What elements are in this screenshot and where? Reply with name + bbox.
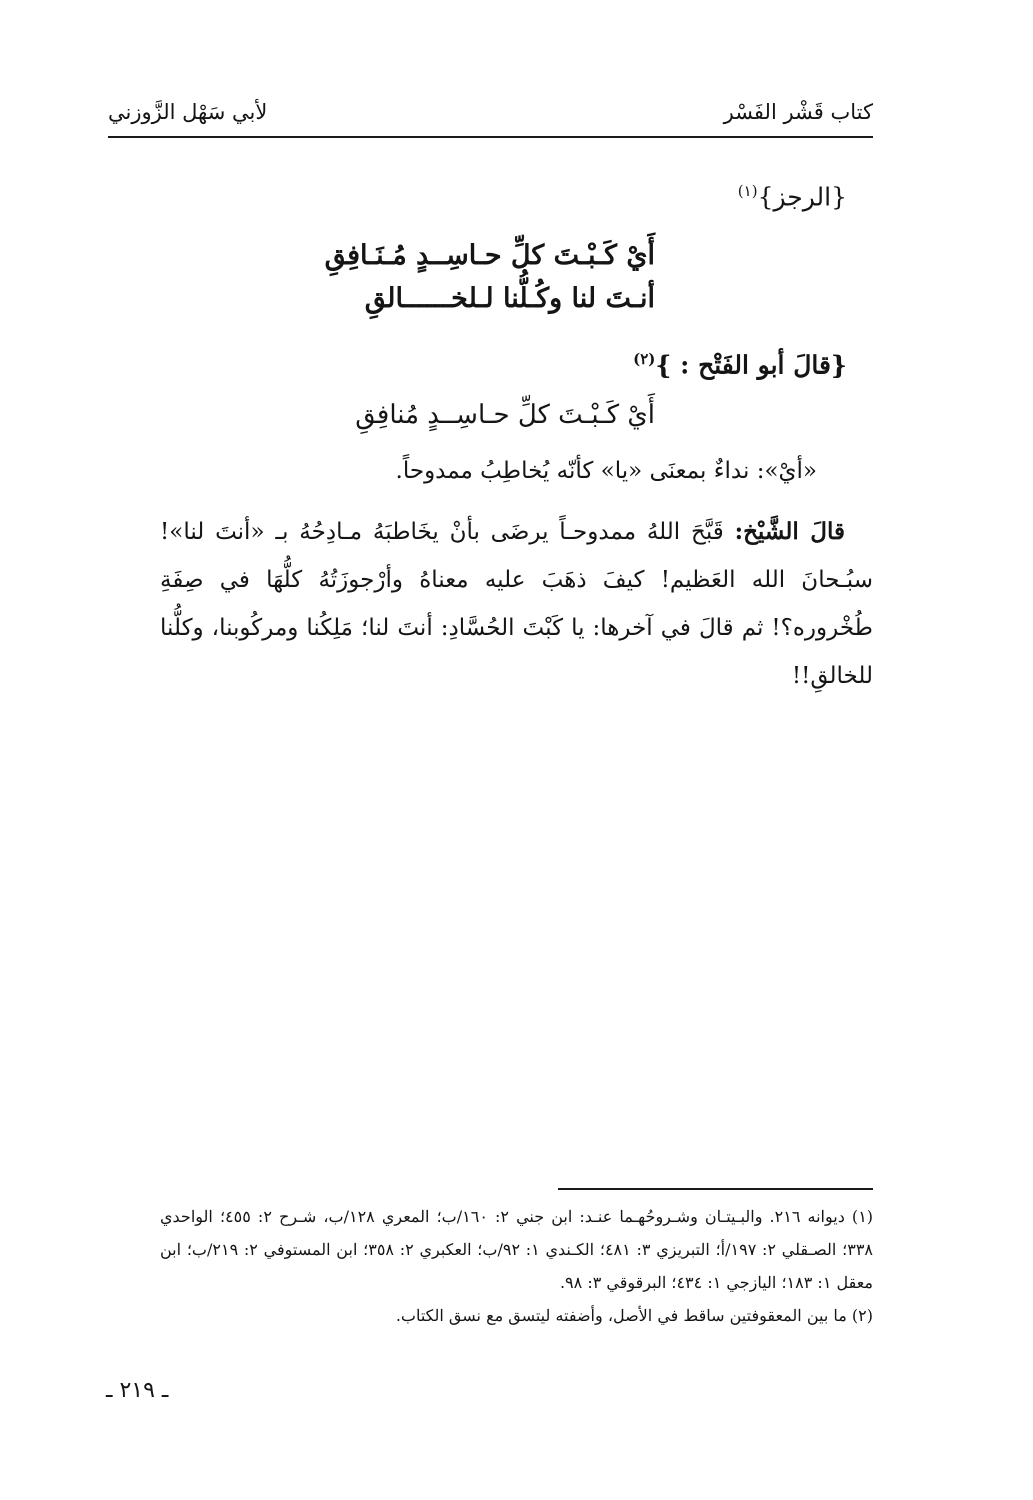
commentary-paragraph xyxy=(160,508,873,700)
commentary-text: قَبَّحَ اللهُ ممدوحـاً يرضَى بأنْ يخَاطبَهُ مـادِحُهُ بـ «أنتَ لنا»! سبُـحانَ الله العَظيم! كيفَ ذهَبَ عليه معناهُ وأرْجوزَتُهُ كلُّهَا في صِفَةِ طُخْروره؟! ثم قالَ في آخرها: يا كَبْتَ الحُسَّادِ: أنتَ لنا؛ مَلِكُنا ومركُوبنا، وكلُّنا للخالقِ!! xyxy=(160,519,873,689)
speaker-text: {قالَ أبو الفَتْح : } xyxy=(655,350,847,380)
running-header xyxy=(108,96,873,138)
footnotes xyxy=(160,1200,873,1332)
speaker-label xyxy=(633,350,847,379)
footnote-marker-2: (٢) xyxy=(633,350,656,368)
meter-text: {الرجز} xyxy=(757,182,847,212)
commentary-lead: قالَ الشَّيْخ: xyxy=(734,518,846,545)
footnote-divider xyxy=(558,1188,873,1190)
page-number: ـ ٢١٩ ـ xyxy=(106,1378,169,1403)
meter-label xyxy=(738,182,847,211)
verse-line-2: أنـتَ لنا وكُـلُّنا لـلخــــــالقِ xyxy=(364,283,655,314)
author-name: لأبي سَهْل الزَّوزني xyxy=(108,100,268,124)
gloss-line: «أيْ»: نداءٌ بمعنَى «يا» كأنّه يُخاطِبُ ممدوحاً. xyxy=(395,458,817,484)
footnote-marker-1: (١) xyxy=(737,182,758,200)
quoted-verse: أَيْ كَـبْـتَ كلِّ حـاسِــدٍ مُنافِقِ xyxy=(355,400,655,430)
footnote-2: (٢) ما بين المعقوفتين ساقط في الأصل، وأضفته ليتسق مع نسق الكتاب. xyxy=(395,1306,873,1325)
book-title: كتاب قَشْر الفَسْر xyxy=(723,100,873,124)
verse-line-1: أَيْ كَـبْـتَ كلِّ حـاسِــدٍ مُـنَـافِقِ xyxy=(324,240,655,271)
footnote-1: (١) ديوانه ٢١٦. والبـيتـان وشـروحُهـما عنـد: ابن جني ٢: ١٦٠/ب؛ المعري ١٢٨/ب، شـرح ٢: ٤٥٥؛ الواحدي ٣٣٨؛ الصـقلي ٢: ١٩٧/أ؛ التبريزي ٣: ٤٨١؛ الكـندي ١: ٩٢/ب؛ العكبري ٢: ٣٥٨؛ ابن المستوفي ٢: ٢١٩/ب؛ ابن معقل ١: ١٨٣؛ اليازجي ١: ٤٣٤؛ البرقوقي ٣: ٩٨. xyxy=(160,1207,874,1292)
